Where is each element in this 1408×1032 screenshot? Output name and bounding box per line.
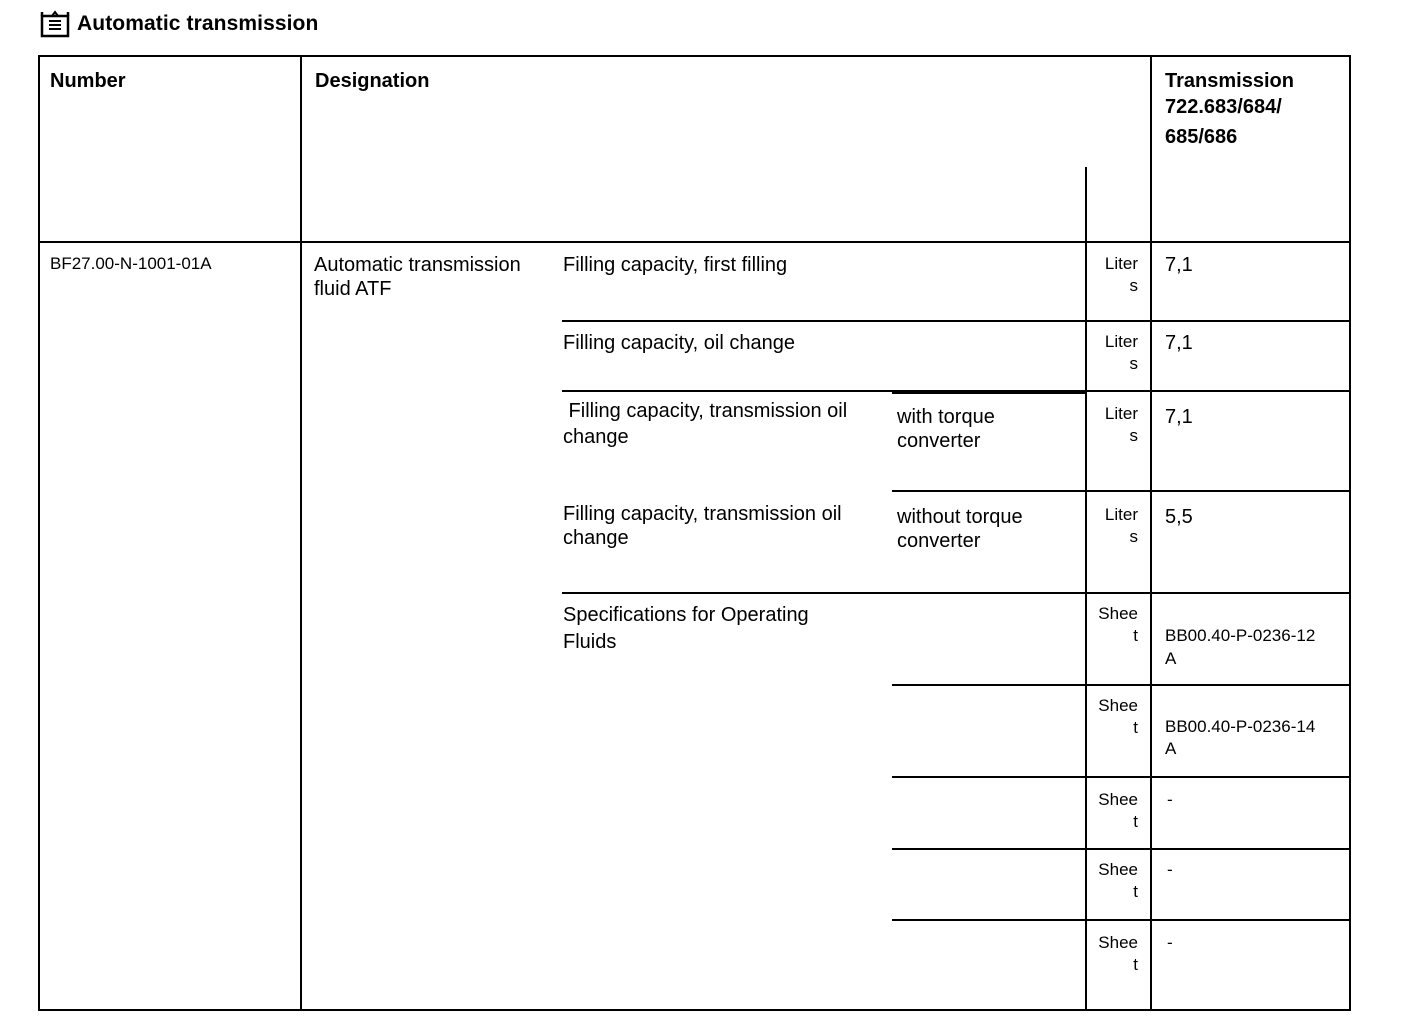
item-qualifier: converter xyxy=(897,530,981,552)
spec-table xyxy=(38,55,1351,1011)
row-divider xyxy=(562,320,1349,322)
sheet-unit: Shee xyxy=(1098,933,1138,952)
item-label: Filling capacity, transmission oil xyxy=(563,503,842,525)
sheet-unit: t xyxy=(1133,718,1138,737)
item-label: change xyxy=(563,426,629,448)
sheet-unit: Shee xyxy=(1098,860,1138,879)
item-label: Filling capacity, first filling xyxy=(563,254,788,276)
manual-book-icon xyxy=(40,10,70,38)
specs-label: Fluids xyxy=(563,631,617,653)
sheet-unit: t xyxy=(1133,882,1138,901)
sheet-unit: Shee xyxy=(1098,604,1138,623)
item-value: 7,1 xyxy=(1165,254,1193,276)
sheet-reference: - xyxy=(1167,933,1173,952)
header-transmission-models: 722.683/684/ xyxy=(1165,96,1282,118)
sheet-unit: Shee xyxy=(1098,790,1138,809)
page-title-text: Automatic transmission xyxy=(77,12,319,35)
row-divider xyxy=(562,592,1349,594)
row-divider xyxy=(892,490,1349,492)
item-unit: s xyxy=(1129,354,1138,373)
sheet-reference: - xyxy=(1167,860,1173,879)
sheet-unit: t xyxy=(1133,812,1138,831)
header-number: Number xyxy=(50,70,126,92)
item-unit: Liter xyxy=(1104,332,1138,351)
item-unit: Liter xyxy=(1104,404,1138,423)
row-divider xyxy=(892,919,1349,921)
item-value: 7,1 xyxy=(1165,406,1193,428)
sheet-reference: BB00.40-P-0236-14 xyxy=(1165,717,1316,736)
item-unit: s xyxy=(1129,276,1138,295)
row-designation: fluid ATF xyxy=(314,278,392,300)
item-value: 7,1 xyxy=(1165,332,1193,354)
sheet-reference: A xyxy=(1165,739,1177,758)
sheet-reference: - xyxy=(1167,790,1173,809)
row-number: BF27.00-N-1001-01A xyxy=(50,254,212,273)
item-unit: Liter xyxy=(1104,505,1138,524)
item-qualifier: with torque xyxy=(897,406,995,428)
row-divider xyxy=(892,848,1349,850)
item-label: Filling capacity, oil change xyxy=(563,332,795,354)
item-unit: s xyxy=(1129,527,1138,546)
header-transmission: Transmission xyxy=(1165,70,1294,92)
item-unit: Liter xyxy=(1104,254,1138,273)
item-unit: s xyxy=(1129,426,1138,445)
row-divider xyxy=(892,392,1085,394)
sheet-reference: A xyxy=(1165,649,1177,668)
row-divider xyxy=(892,776,1349,778)
col-divider xyxy=(1150,57,1152,1009)
item-qualifier: without torque xyxy=(897,506,1023,528)
row-designation: Automatic transmission xyxy=(314,254,521,276)
sheet-unit: t xyxy=(1133,955,1138,974)
specs-label: Specifications for Operating xyxy=(563,604,809,626)
header-transmission-models: 685/686 xyxy=(1165,126,1238,148)
sheet-reference: BB00.40-P-0236-12 xyxy=(1165,626,1316,645)
row-divider xyxy=(892,684,1349,686)
header-designation: Designation xyxy=(315,70,430,92)
item-label: change xyxy=(563,527,629,549)
col-divider xyxy=(1085,167,1087,1009)
col-divider xyxy=(300,57,302,1009)
sheet-unit: Shee xyxy=(1098,696,1138,715)
item-label: Filling capacity, transmission oil xyxy=(563,400,848,422)
item-qualifier: converter xyxy=(897,430,981,452)
sheet-unit: t xyxy=(1133,626,1138,645)
item-value: 5,5 xyxy=(1165,506,1193,528)
header-divider xyxy=(40,241,1349,243)
page-title xyxy=(40,8,318,40)
